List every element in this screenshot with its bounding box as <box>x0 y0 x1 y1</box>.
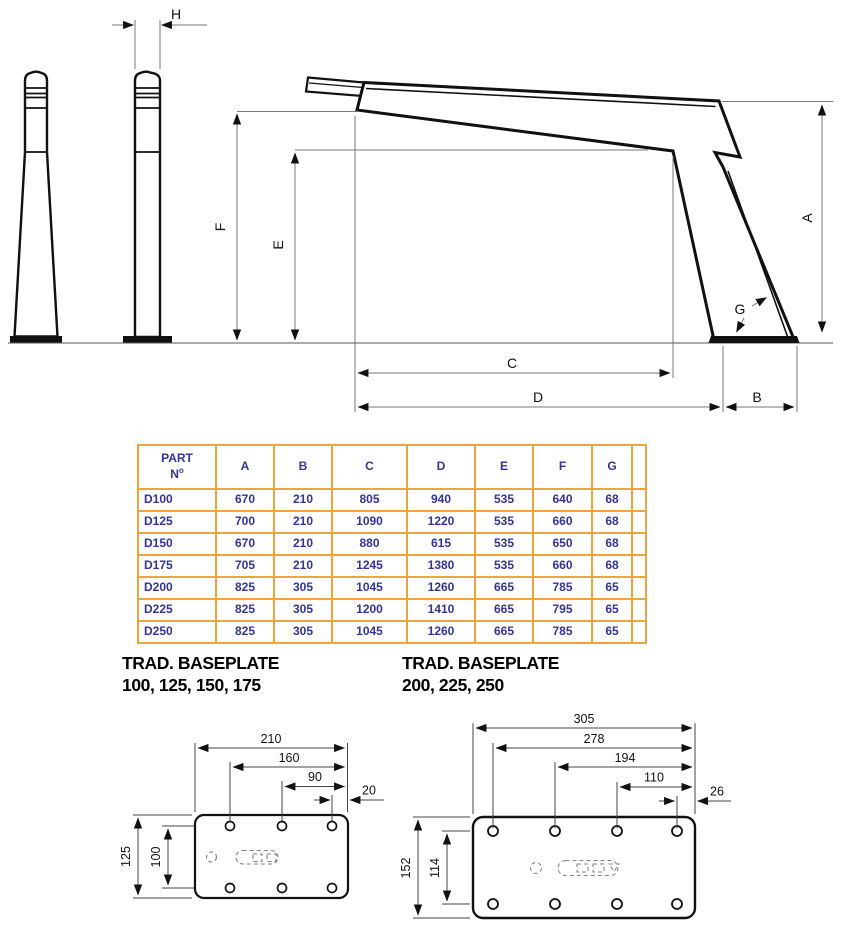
table-cell: 825 <box>216 599 274 621</box>
baseplate-left-dim-height: 125 <box>119 846 133 867</box>
straight-bollard-drawing <box>123 72 172 343</box>
dim-label-f: F <box>212 222 228 232</box>
table-cell: 210 <box>274 489 332 511</box>
col-header-g: G <box>592 445 632 489</box>
baseplate-right-dim-194: 194 <box>614 751 636 765</box>
table-cell: 68 <box>592 511 632 533</box>
table-cell: 665 <box>475 621 533 643</box>
dim-label-g: G <box>734 301 746 317</box>
table-cell: 535 <box>475 533 533 555</box>
dim-label-e: E <box>270 240 286 250</box>
col-header-f: F <box>533 445 592 489</box>
table-cell: 665 <box>475 599 533 621</box>
col-header-e: E <box>475 445 533 489</box>
col-header-blank <box>632 445 646 489</box>
baseplate-right-dim-height: 152 <box>399 857 413 879</box>
table-cell: D100 <box>138 489 216 511</box>
table-row <box>138 577 646 599</box>
table-cell: 785 <box>533 621 592 643</box>
table-cell: 640 <box>533 489 592 511</box>
h-dimension <box>112 20 207 69</box>
table-cell: 535 <box>475 489 533 511</box>
table-row <box>138 511 646 533</box>
table-row <box>138 555 646 577</box>
table-row <box>138 621 646 643</box>
table-cell: 68 <box>592 533 632 555</box>
baseplate-left-dim-row-spacing: 100 <box>149 846 163 868</box>
col-header-part <box>138 445 216 489</box>
baseplate-right-drawing <box>473 817 695 918</box>
table-cell: 68 <box>592 555 632 577</box>
table-cell: 795 <box>533 599 592 621</box>
baseplate-right-subtitle: 200, 225, 250 <box>402 675 504 695</box>
baseplate-right-dim-width: 305 <box>573 712 595 726</box>
table-cell: 1245 <box>332 555 407 577</box>
col-header-d: D <box>407 445 475 489</box>
dim-label-d: D <box>532 389 544 405</box>
table-cell <box>632 599 646 621</box>
table-cell: 940 <box>407 489 475 511</box>
table-cell: 880 <box>332 533 407 555</box>
table-row <box>138 533 646 555</box>
table-cell: 1380 <box>407 555 475 577</box>
table-cell: 670 <box>216 489 274 511</box>
table-cell: D125 <box>138 511 216 533</box>
table-cell: D250 <box>138 621 216 643</box>
table-cell: 65 <box>592 621 632 643</box>
table-cell: 665 <box>475 577 533 599</box>
baseplate-right-dim-26: 26 <box>710 784 724 799</box>
table-cell: D150 <box>138 533 216 555</box>
table-cell: 705 <box>216 555 274 577</box>
table-cell: 660 <box>533 555 592 577</box>
baseplate-right-dim-110: 110 <box>644 770 664 785</box>
table-cell: 1410 <box>407 599 475 621</box>
table-cell <box>632 555 646 577</box>
table-cell: 785 <box>533 577 592 599</box>
table-cell: 1045 <box>332 577 407 599</box>
table-cell <box>632 577 646 599</box>
dim-label-b: B <box>752 389 762 405</box>
table-cell: 700 <box>216 511 274 533</box>
table-cell: 825 <box>216 621 274 643</box>
table-cell: 1260 <box>407 577 475 599</box>
baseplate-left-drawing <box>195 815 348 898</box>
table-cell <box>632 621 646 643</box>
baseplate-left-subtitle: 100, 125, 150, 175 <box>122 675 261 695</box>
table-cell <box>632 511 646 533</box>
post-outline <box>357 83 794 339</box>
table-cell: 1260 <box>407 621 475 643</box>
baseplate-left-dim-20: 20 <box>362 783 376 798</box>
table-cell: 670 <box>216 533 274 555</box>
table-cell: 65 <box>592 577 632 599</box>
baseplate-left-dim-width: 210 <box>260 732 282 746</box>
table-row <box>138 489 646 511</box>
table-cell: D175 <box>138 555 216 577</box>
table-cell: 210 <box>274 555 332 577</box>
table-cell: 305 <box>274 621 332 643</box>
col-header-b: B <box>274 445 332 489</box>
post-foot <box>709 336 800 343</box>
table-cell: 65 <box>592 599 632 621</box>
baseplate-left-title: TRAD. BASEPLATE <box>122 653 280 673</box>
table-cell: 210 <box>274 511 332 533</box>
table-cell: 305 <box>274 577 332 599</box>
table-cell: 1200 <box>332 599 407 621</box>
baseplate-right-dim-278: 278 <box>583 732 605 746</box>
table-cell: 1090 <box>332 511 407 533</box>
table-header-row <box>138 445 646 489</box>
baseplate-right-dim-row-spacing: 114 <box>428 858 442 878</box>
dim-label-a: A <box>799 213 815 223</box>
table-cell: 305 <box>274 599 332 621</box>
table-cell <box>632 489 646 511</box>
table-cell: 535 <box>475 555 533 577</box>
dimensions-table <box>137 444 647 644</box>
table-cell: 650 <box>533 533 592 555</box>
cantilever-post-drawing <box>306 78 800 344</box>
baseplate-right-title: TRAD. BASEPLATE <box>402 653 560 673</box>
col-header-part-line1: PART <box>161 451 193 466</box>
table-cell: 825 <box>216 577 274 599</box>
table-cell: 660 <box>533 511 592 533</box>
table-cell <box>632 533 646 555</box>
table-cell: D225 <box>138 599 216 621</box>
table-cell: D200 <box>138 577 216 599</box>
baseplate-left-dim-90: 90 <box>308 770 322 784</box>
col-header-a: A <box>216 445 274 489</box>
table-cell: 68 <box>592 489 632 511</box>
table-cell: 1220 <box>407 511 475 533</box>
dim-label-h: H <box>170 6 182 22</box>
table-row <box>138 599 646 621</box>
table-cell: 805 <box>332 489 407 511</box>
dim-label-c: C <box>506 355 518 371</box>
baseplate-left-dim-160: 160 <box>278 751 300 765</box>
table-cell: 615 <box>407 533 475 555</box>
table-cell: 1045 <box>332 621 407 643</box>
table-cell: 210 <box>274 533 332 555</box>
col-header-c: C <box>332 445 407 489</box>
col-header-part-line2: $N^o$ <box>170 466 184 481</box>
table-cell: 535 <box>475 511 533 533</box>
tapered-bollard-drawing <box>10 72 62 343</box>
